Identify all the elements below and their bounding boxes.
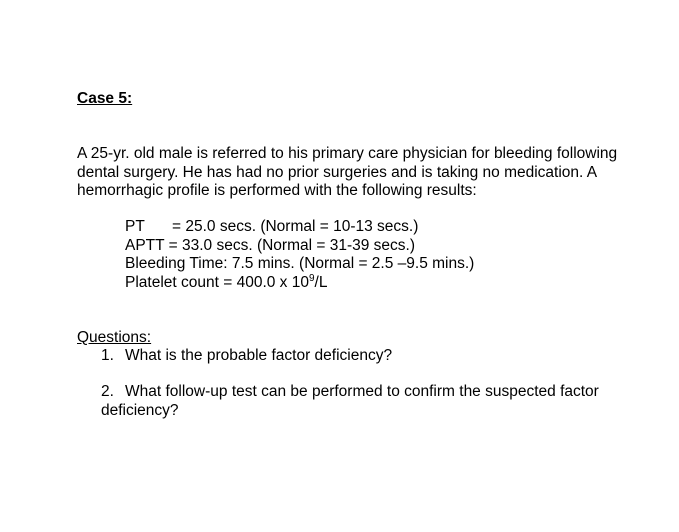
case-title: Case 5: (77, 90, 133, 107)
question-2-text-line-1: What follow-up test can be performed to confirm the suspected factor (125, 383, 599, 400)
pt-value: = 25.0 secs. (Normal = 10-13 secs.) (172, 218, 419, 235)
scenario-line-1: A 25-yr. old male is referred to his primary care physician for bleeding following (77, 145, 618, 162)
questions-heading: Questions: (77, 329, 152, 346)
scenario-line-3: hemorrhagic profile is performed with the following results: (77, 182, 477, 199)
question-1 (101, 347, 392, 366)
platelet-prefix: Platelet count = 400.0 x 10 (125, 273, 309, 291)
platelet-count-result (125, 274, 474, 293)
question-1-number: 1. (101, 347, 114, 364)
pt-result (125, 218, 474, 237)
platelet-exponent: 9 (308, 272, 315, 284)
question-2 (101, 383, 599, 420)
question-2-number: 2. (101, 383, 114, 400)
scenario-line-2: dental surgery. He has had no prior surgeries and is taking no medication. A (77, 163, 598, 181)
question-2-text-line-2: deficiency? (101, 401, 179, 419)
platelet-suffix: /L (314, 273, 328, 291)
scenario-paragraph (77, 145, 657, 201)
pt-label: PT (125, 218, 145, 235)
question-1-text: What is the probable factor deficiency? (125, 347, 393, 364)
lab-results (125, 218, 474, 292)
bleeding-time-result: Bleeding Time: 7.5 mins. (Normal = 2.5 –9.5 mins.) (125, 255, 475, 272)
aptt-result: APTT = 33.0 secs. (Normal = 31-39 secs.) (125, 236, 416, 254)
